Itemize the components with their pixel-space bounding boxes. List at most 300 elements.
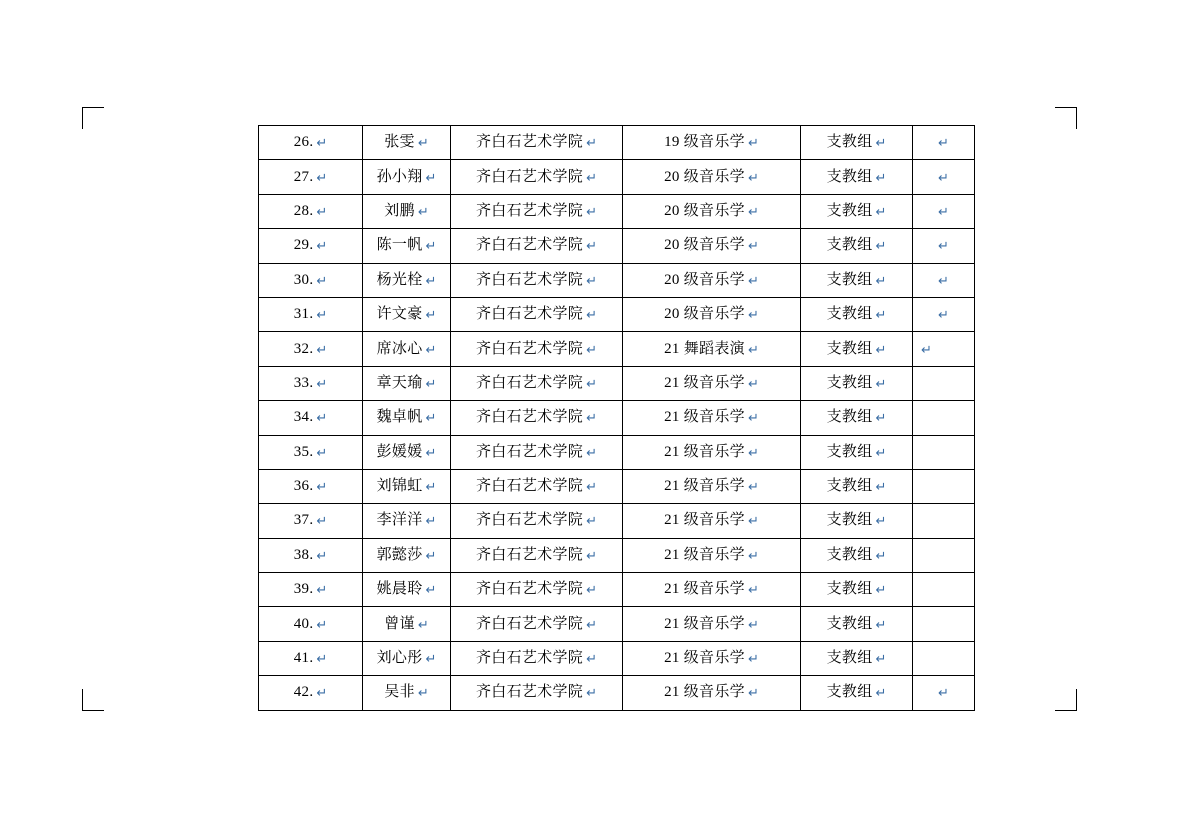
signature-cell[interactable] — [913, 538, 975, 572]
college-text: 齐白石艺术学院 — [475, 615, 584, 632]
paragraph-mark-icon: ↵ — [747, 375, 759, 391]
paragraph-mark-icon: ↵ — [425, 513, 437, 529]
paragraph-mark-icon: ↵ — [425, 238, 437, 254]
table-row — [259, 641, 975, 675]
grade-major-cell — [623, 435, 801, 469]
row-index-text: 39. — [293, 581, 314, 598]
crop-mark-bottom-left — [82, 689, 104, 711]
row-index-cell — [259, 676, 363, 710]
signature-cell[interactable] — [913, 469, 975, 503]
table-row — [259, 401, 975, 435]
row-index-cell — [259, 538, 363, 572]
college-text: 齐白石艺术学院 — [475, 374, 584, 391]
paragraph-mark-icon: ↵ — [875, 479, 887, 495]
paragraph-mark-icon: ↵ — [316, 135, 328, 151]
participant-table — [258, 125, 975, 711]
table-row — [259, 263, 975, 297]
college-text: 齐白石艺术学院 — [475, 237, 584, 254]
college-text: 齐白石艺术学院 — [475, 650, 584, 667]
student-name-text: 姚晨聆 — [376, 581, 423, 598]
table-row — [259, 229, 975, 263]
group-cell — [801, 160, 913, 194]
row-index-text: 29. — [293, 237, 314, 254]
paragraph-mark-icon: ↵ — [875, 616, 887, 632]
college-text: 齐白石艺术学院 — [475, 202, 584, 219]
college-text: 齐白石艺术学院 — [475, 409, 584, 426]
paragraph-mark-icon: ↵ — [316, 685, 328, 701]
student-name-text: 陈一帆 — [376, 237, 423, 254]
paragraph-mark-icon: ↵ — [747, 685, 759, 701]
student-name-text: 杨光栓 — [376, 271, 423, 288]
group-cell — [801, 435, 913, 469]
grade-major-cell — [623, 366, 801, 400]
group-text: 支教组 — [826, 478, 873, 495]
group-text: 支教组 — [826, 443, 873, 460]
grade-major-cell — [623, 332, 801, 366]
college-cell — [451, 573, 623, 607]
college-cell — [451, 194, 623, 228]
student-name-cell — [363, 469, 451, 503]
grade-major-cell — [623, 263, 801, 297]
college-text: 齐白石艺术学院 — [475, 306, 584, 323]
grade-major-cell — [623, 194, 801, 228]
paragraph-mark-icon: ↵ — [425, 410, 437, 426]
grade-major-cell — [623, 126, 801, 160]
table-row — [259, 573, 975, 607]
group-cell — [801, 401, 913, 435]
paragraph-mark-icon: ↵ — [586, 685, 597, 701]
row-index-text: 27. — [293, 168, 314, 185]
college-cell — [451, 366, 623, 400]
student-name-text: 郭懿莎 — [376, 546, 423, 563]
signature-cell[interactable] — [913, 194, 975, 228]
student-name-text: 李洋洋 — [376, 512, 423, 529]
group-cell — [801, 263, 913, 297]
student-name-text: 席冰心 — [376, 340, 423, 357]
student-name-text: 彭媛媛 — [376, 443, 423, 460]
grade-major-text: 19 级音乐学 — [664, 134, 745, 151]
row-index-text: 40. — [293, 615, 314, 632]
row-index-cell — [259, 297, 363, 331]
paragraph-mark-icon: ↵ — [747, 547, 759, 563]
college-cell — [451, 126, 623, 160]
paragraph-mark-icon: ↵ — [425, 582, 437, 598]
paragraph-mark-icon: ↵ — [425, 444, 437, 460]
row-index-text: 26. — [293, 134, 314, 151]
student-name-cell — [363, 435, 451, 469]
student-name-cell — [363, 229, 451, 263]
row-index-text: 37. — [293, 512, 314, 529]
grade-major-text: 21 级音乐学 — [664, 478, 745, 495]
college-cell — [451, 676, 623, 710]
paragraph-mark-icon: ↵ — [875, 169, 887, 185]
group-text: 支教组 — [826, 271, 873, 288]
paragraph-mark-icon: ↵ — [875, 272, 887, 288]
group-text: 支教组 — [826, 512, 873, 529]
grade-major-cell — [623, 641, 801, 675]
group-text: 支教组 — [826, 546, 873, 563]
paragraph-mark-icon: ↵ — [316, 582, 328, 598]
paragraph-mark-icon: ↵ — [425, 651, 437, 667]
signature-cell[interactable] — [913, 160, 975, 194]
student-name-cell — [363, 160, 451, 194]
college-cell — [451, 641, 623, 675]
table-row — [259, 435, 975, 469]
student-name-cell — [363, 504, 451, 538]
paragraph-mark-icon: ↵ — [921, 341, 932, 357]
group-text: 支教组 — [826, 202, 873, 219]
row-index-text: 32. — [293, 340, 314, 357]
grade-major-text: 20 级音乐学 — [664, 202, 745, 219]
signature-cell[interactable] — [913, 297, 975, 331]
student-name-cell — [363, 538, 451, 572]
paragraph-mark-icon: ↵ — [316, 513, 328, 529]
row-index-cell — [259, 435, 363, 469]
group-cell — [801, 504, 913, 538]
paragraph-mark-icon: ↵ — [938, 169, 949, 185]
college-text: 齐白石艺术学院 — [475, 340, 584, 357]
signature-cell[interactable] — [913, 607, 975, 641]
row-index-cell — [259, 229, 363, 263]
college-text: 齐白石艺术学院 — [475, 478, 584, 495]
group-cell — [801, 538, 913, 572]
paragraph-mark-icon: ↵ — [316, 203, 328, 219]
paragraph-mark-icon: ↵ — [586, 135, 597, 151]
paragraph-mark-icon: ↵ — [586, 616, 597, 632]
college-cell — [451, 160, 623, 194]
signature-cell[interactable] — [913, 366, 975, 400]
group-cell — [801, 126, 913, 160]
paragraph-mark-icon: ↵ — [747, 410, 759, 426]
table-row — [259, 607, 975, 641]
paragraph-mark-icon: ↵ — [316, 547, 328, 563]
paragraph-mark-icon: ↵ — [316, 272, 328, 288]
student-name-cell — [363, 194, 451, 228]
row-index-cell — [259, 332, 363, 366]
paragraph-mark-icon: ↵ — [586, 479, 597, 495]
row-index-cell — [259, 607, 363, 641]
paragraph-mark-icon: ↵ — [425, 375, 437, 391]
paragraph-mark-icon: ↵ — [586, 169, 597, 185]
grade-major-cell — [623, 297, 801, 331]
paragraph-mark-icon: ↵ — [938, 135, 949, 151]
college-cell — [451, 332, 623, 366]
row-index-cell — [259, 160, 363, 194]
row-index-cell — [259, 641, 363, 675]
paragraph-mark-icon: ↵ — [586, 547, 597, 563]
paragraph-mark-icon: ↵ — [586, 651, 597, 667]
grade-major-text: 21 级音乐学 — [664, 684, 745, 701]
college-text: 齐白石艺术学院 — [475, 271, 584, 288]
paragraph-mark-icon: ↵ — [875, 135, 887, 151]
row-index-cell — [259, 504, 363, 538]
grade-major-text: 21 级音乐学 — [664, 443, 745, 460]
paragraph-mark-icon: ↵ — [747, 307, 759, 323]
grade-major-cell — [623, 573, 801, 607]
paragraph-mark-icon: ↵ — [425, 479, 437, 495]
crop-mark-top-right — [1055, 107, 1077, 129]
table-row — [259, 194, 975, 228]
paragraph-mark-icon: ↵ — [747, 513, 759, 529]
row-index-text: 28. — [293, 202, 314, 219]
paragraph-mark-icon: ↵ — [586, 272, 597, 288]
college-cell — [451, 435, 623, 469]
college-cell — [451, 263, 623, 297]
grade-major-cell — [623, 160, 801, 194]
paragraph-mark-icon: ↵ — [425, 547, 437, 563]
student-name-cell — [363, 126, 451, 160]
paragraph-mark-icon: ↵ — [586, 341, 597, 357]
table-row — [259, 469, 975, 503]
paragraph-mark-icon: ↵ — [417, 135, 429, 151]
student-name-text: 孙小翔 — [376, 168, 423, 185]
paragraph-mark-icon: ↵ — [747, 582, 759, 598]
college-text: 齐白石艺术学院 — [475, 443, 584, 460]
row-index-text: 42. — [293, 684, 314, 701]
student-name-text: 刘鹏 — [384, 202, 415, 219]
grade-major-text: 21 舞蹈表演 — [664, 340, 745, 357]
student-name-text: 吴非 — [384, 684, 415, 701]
paragraph-mark-icon: ↵ — [747, 238, 759, 254]
paragraph-mark-icon: ↵ — [586, 582, 597, 598]
grade-major-text: 21 级音乐学 — [664, 512, 745, 529]
paragraph-mark-icon: ↵ — [586, 203, 597, 219]
row-index-cell — [259, 469, 363, 503]
paragraph-mark-icon: ↵ — [586, 375, 597, 391]
table-row — [259, 332, 975, 366]
table-row — [259, 676, 975, 710]
group-text: 支教组 — [826, 684, 873, 701]
paragraph-mark-icon: ↵ — [316, 479, 328, 495]
student-name-cell — [363, 332, 451, 366]
row-index-cell — [259, 126, 363, 160]
group-text: 支教组 — [826, 306, 873, 323]
grade-major-text: 20 级音乐学 — [664, 271, 745, 288]
college-cell — [451, 504, 623, 538]
college-text: 齐白石艺术学院 — [475, 581, 584, 598]
paragraph-mark-icon: ↵ — [938, 307, 949, 323]
group-cell — [801, 607, 913, 641]
paragraph-mark-icon: ↵ — [316, 238, 328, 254]
paragraph-mark-icon: ↵ — [747, 616, 759, 632]
grade-major-text: 21 级音乐学 — [664, 546, 745, 563]
paragraph-mark-icon: ↵ — [425, 307, 437, 323]
row-index-text: 36. — [293, 478, 314, 495]
paragraph-mark-icon: ↵ — [417, 203, 429, 219]
grade-major-cell — [623, 676, 801, 710]
paragraph-mark-icon: ↵ — [316, 616, 328, 632]
college-text: 齐白石艺术学院 — [475, 512, 584, 529]
paragraph-mark-icon: ↵ — [875, 203, 887, 219]
row-index-cell — [259, 573, 363, 607]
paragraph-mark-icon: ↵ — [938, 685, 949, 701]
signature-cell[interactable] — [913, 332, 975, 366]
signature-cell[interactable] — [913, 401, 975, 435]
table-row — [259, 126, 975, 160]
paragraph-mark-icon: ↵ — [875, 685, 887, 701]
student-name-text: 张雯 — [384, 134, 415, 151]
group-text: 支教组 — [826, 615, 873, 632]
grade-major-text: 20 级音乐学 — [664, 168, 745, 185]
row-index-cell — [259, 194, 363, 228]
row-index-text: 33. — [293, 374, 314, 391]
group-text: 支教组 — [826, 340, 873, 357]
paragraph-mark-icon: ↵ — [316, 444, 328, 460]
signature-cell[interactable] — [913, 263, 975, 297]
group-text: 支教组 — [826, 581, 873, 598]
college-text: 齐白石艺术学院 — [475, 168, 584, 185]
paragraph-mark-icon: ↵ — [875, 341, 887, 357]
paragraph-mark-icon: ↵ — [747, 203, 759, 219]
grade-major-cell — [623, 401, 801, 435]
paragraph-mark-icon: ↵ — [747, 651, 759, 667]
group-cell — [801, 332, 913, 366]
table-row — [259, 366, 975, 400]
student-name-cell — [363, 297, 451, 331]
paragraph-mark-icon: ↵ — [586, 238, 597, 254]
group-cell — [801, 297, 913, 331]
paragraph-mark-icon: ↵ — [875, 307, 887, 323]
table-row — [259, 297, 975, 331]
college-cell — [451, 297, 623, 331]
paragraph-mark-icon: ↵ — [316, 169, 328, 185]
paragraph-mark-icon: ↵ — [875, 375, 887, 391]
grade-major-cell — [623, 538, 801, 572]
grade-major-cell — [623, 229, 801, 263]
student-name-cell — [363, 607, 451, 641]
paragraph-mark-icon: ↵ — [747, 444, 759, 460]
table-body — [259, 126, 975, 711]
paragraph-mark-icon: ↵ — [425, 272, 437, 288]
grade-major-cell — [623, 504, 801, 538]
paragraph-mark-icon: ↵ — [586, 444, 597, 460]
grade-major-text: 20 级音乐学 — [664, 306, 745, 323]
student-name-cell — [363, 573, 451, 607]
group-cell — [801, 573, 913, 607]
paragraph-mark-icon: ↵ — [316, 651, 328, 667]
signature-cell[interactable] — [913, 126, 975, 160]
signature-cell[interactable] — [913, 676, 975, 710]
paragraph-mark-icon: ↵ — [747, 135, 759, 151]
paragraph-mark-icon: ↵ — [875, 651, 887, 667]
paragraph-mark-icon: ↵ — [938, 203, 949, 219]
paragraph-mark-icon: ↵ — [747, 479, 759, 495]
group-cell — [801, 194, 913, 228]
row-index-text: 30. — [293, 271, 314, 288]
table-row — [259, 504, 975, 538]
group-cell — [801, 641, 913, 675]
row-index-text: 31. — [293, 306, 314, 323]
paragraph-mark-icon: ↵ — [875, 513, 887, 529]
college-text: 齐白石艺术学院 — [475, 546, 584, 563]
student-name-cell — [363, 366, 451, 400]
row-index-text: 38. — [293, 546, 314, 563]
group-cell — [801, 229, 913, 263]
paragraph-mark-icon: ↵ — [875, 444, 887, 460]
row-index-text: 41. — [293, 650, 314, 667]
row-index-text: 34. — [293, 409, 314, 426]
row-index-cell — [259, 366, 363, 400]
group-text: 支教组 — [826, 168, 873, 185]
student-name-cell — [363, 676, 451, 710]
table-row — [259, 538, 975, 572]
paragraph-mark-icon: ↵ — [316, 341, 328, 357]
paragraph-mark-icon: ↵ — [938, 272, 949, 288]
student-name-cell — [363, 641, 451, 675]
student-name-text: 刘锦虹 — [376, 478, 423, 495]
paragraph-mark-icon: ↵ — [747, 341, 759, 357]
grade-major-cell — [623, 607, 801, 641]
signature-cell[interactable] — [913, 573, 975, 607]
grade-major-cell — [623, 469, 801, 503]
student-name-text: 曾谨 — [384, 615, 415, 632]
paragraph-mark-icon: ↵ — [417, 616, 429, 632]
signature-cell[interactable] — [913, 641, 975, 675]
paragraph-mark-icon: ↵ — [938, 238, 949, 254]
row-index-cell — [259, 401, 363, 435]
paragraph-mark-icon: ↵ — [586, 513, 597, 529]
paragraph-mark-icon: ↵ — [747, 169, 759, 185]
group-cell — [801, 366, 913, 400]
college-cell — [451, 469, 623, 503]
grade-major-text: 21 级音乐学 — [664, 374, 745, 391]
paragraph-mark-icon: ↵ — [875, 410, 887, 426]
student-name-text: 魏卓帆 — [376, 409, 423, 426]
group-cell — [801, 469, 913, 503]
college-cell — [451, 538, 623, 572]
student-name-text: 章天瑜 — [376, 374, 423, 391]
group-text: 支教组 — [826, 650, 873, 667]
grade-major-text: 20 级音乐学 — [664, 237, 745, 254]
grade-major-text: 21 级音乐学 — [664, 581, 745, 598]
crop-mark-bottom-right — [1055, 689, 1077, 711]
paragraph-mark-icon: ↵ — [425, 169, 437, 185]
paragraph-mark-icon: ↵ — [586, 307, 597, 323]
group-text: 支教组 — [826, 374, 873, 391]
paragraph-mark-icon: ↵ — [875, 547, 887, 563]
row-index-text: 35. — [293, 443, 314, 460]
paragraph-mark-icon: ↵ — [316, 307, 328, 323]
paragraph-mark-icon: ↵ — [875, 582, 887, 598]
group-text: 支教组 — [826, 409, 873, 426]
paragraph-mark-icon: ↵ — [747, 272, 759, 288]
signature-cell[interactable] — [913, 435, 975, 469]
student-name-cell — [363, 263, 451, 297]
paragraph-mark-icon: ↵ — [586, 410, 597, 426]
college-text: 齐白石艺术学院 — [475, 684, 584, 701]
crop-mark-top-left — [82, 107, 104, 129]
grade-major-text: 21 级音乐学 — [664, 650, 745, 667]
table-row — [259, 160, 975, 194]
college-cell — [451, 401, 623, 435]
group-text: 支教组 — [826, 237, 873, 254]
group-cell — [801, 676, 913, 710]
signature-cell[interactable] — [913, 504, 975, 538]
signature-cell[interactable] — [913, 229, 975, 263]
grade-major-text: 21 级音乐学 — [664, 409, 745, 426]
student-name-cell — [363, 401, 451, 435]
student-name-text: 刘心彤 — [376, 650, 423, 667]
college-text: 齐白石艺术学院 — [475, 134, 584, 151]
college-cell — [451, 229, 623, 263]
group-text: 支教组 — [826, 134, 873, 151]
student-name-text: 许文豪 — [376, 306, 423, 323]
paragraph-mark-icon: ↵ — [875, 238, 887, 254]
paragraph-mark-icon: ↵ — [417, 685, 429, 701]
paragraph-mark-icon: ↵ — [425, 341, 437, 357]
paragraph-mark-icon: ↵ — [316, 375, 328, 391]
paragraph-mark-icon: ↵ — [316, 410, 328, 426]
